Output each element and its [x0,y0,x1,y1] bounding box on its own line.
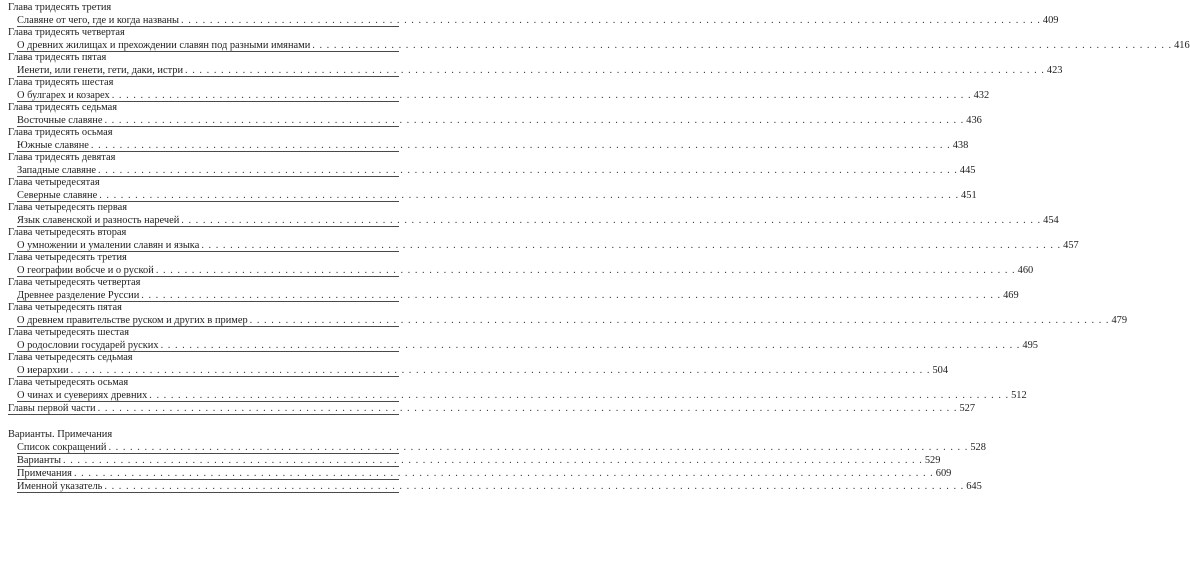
entry-title: Иенети, или генети, гети, даки, истри [17,65,184,76]
chapter-heading: Глава тридесять пятая [8,52,107,63]
toc-entry [17,239,1079,252]
toc-entry [17,289,1019,302]
dot-leader: . . . . . . . . . . . . . . . . . . . . . . . . . . . . . . . . . . . . . . . . . . . . . . . . . . . . . . . . . . . . . . . . . . . . . . . . . . . . . . . . . . . . . . . . . . . . . . . . . . . . . . . . . . . . . . . . . . . . . . . . [97,403,958,414]
chapter-heading: Глава четыредесять седьмая [8,352,133,363]
entry-title: О чинах и суевериях древних [17,390,148,401]
chapter-heading: Глава четыредесятая [8,177,100,188]
entry-rule [17,176,399,177]
page-number: 609 [935,468,952,479]
section-gap [0,415,410,428]
table-of-contents [0,2,1190,493]
dot-leader: . . . . . . . . . . . . . . . . . . . . . . . . . . . . . . . . . . . . . . . . . . . . . . . . . . . . . . . . . . . . . . . . . . . . . . . . . . . . . . . . . . . . . . . . . . . . . . . . . . . . . . . . . . . . . . . . . . . . . . . . [98,165,958,176]
dot-leader: . . . . . . . . . . . . . . . . . . . . . . . . . . . . . . . . . . . . . . . . . . . . . . . . . . . . . . . . . . . . . . . . . . . . . . . . . . . . . . . . . . . . . . . . . . . . . . . . . . . . . . . . . . . . . . . . . . . . . . . . [108,442,969,453]
toc-entry [17,39,1190,52]
toc-entry [17,214,1059,227]
chapter-heading: Глава четыредесять шестая [8,327,129,338]
dot-leader: . . . . . . . . . . . . . . . . . . . . . . . . . . . . . . . . . . . . . . . . . . . . . . . . . . . . . . . . . . . . . . . . . . . . . . . . . . . . . . . . . . . . . . . . . . . . . . . . . . . . . . . . . . . . . . . . . . . . . . . . [155,265,1016,276]
toc-entry [17,114,982,127]
page-number: 645 [966,481,982,492]
chapter-heading: Глава четыредесять осьмая [8,377,129,388]
entry-rule [17,376,399,377]
toc-entry [17,467,952,480]
toc-entry [17,64,1063,77]
page-number: 438 [952,140,969,151]
appendix-title: Варианты. Примечания [8,429,113,440]
chapter-heading: Глава тридесять третия [8,2,112,13]
dot-leader: . . . . . . . . . . . . . . . . . . . . . . . . . . . . . . . . . . . . . . . . . . . . . . . . . . . . . . . . . . . . . . . . . . . . . . . . . . . . . . . . . . . . . . . . . . . . . . . . . . . . . . . . . . . . . . . . . . . . . . . . [90,140,951,151]
dot-leader: . . . . . . . . . . . . . . . . . . . . . . . . . . . . . . . . . . . . . . . . . . . . . . . . . . . . . . . . . . . . . . . . . . . . . . . . . . . . . . . . . . . . . . . . . . . . . . . . . . . . . . . . . . . . . . . . . . . . . . . . [181,215,1042,226]
entry-rule [17,101,399,102]
toc-entry [17,339,1038,352]
dot-leader: . . . . . . . . . . . . . . . . . . . . . . . . . . . . . . . . . . . . . . . . . . . . . . . . . . . . . . . . . . . . . . . . . . . . . . . . . . . . . . . . . . . . . . . . . . . . . . . . . . . . . . . . . . . . . . . . . . . . . . . . [104,115,965,126]
entry-rule [17,492,399,493]
entry-rule [17,201,399,202]
entry-rule [17,26,399,27]
dot-leader: . . . . . . . . . . . . . . . . . . . . . . . . . . . . . . . . . . . . . . . . . . . . . . . . . . . . . . . . . . . . . . . . . . . . . . . . . . . . . . . . . . . . . . . . . . . . . . . . . . . . . . . . . . . . . . . . . . . . . . . . [63,455,923,466]
page-number: 469 [1003,290,1019,301]
toc-entry [17,189,977,202]
entry-rule [17,126,399,127]
chapter-list [0,2,1190,402]
page-number: 451 [961,190,977,201]
page-number: 454 [1043,215,1059,226]
page-number: 445 [959,165,976,176]
chapter-heading: Глава тридесять четвертая [8,27,125,38]
dot-leader: . . . . . . . . . . . . . . . . . . . . . . . . . . . . . . . . . . . . . . . . . . . . . . . . . . . . . . . . . . . . . . . . . . . . . . . . . . . . . . . . . . . . . . . . . . . . . . . . . . . . . . . . . . . . . . . . . . . . . . . . [160,340,1021,351]
page-number: 528 [970,442,986,453]
appendix-list [0,441,986,493]
entry-rule [17,76,399,77]
chapter-heading: Глава тридесять девятая [8,152,116,163]
entry-rule [17,51,399,52]
toc-entry [17,139,969,152]
chapter-heading: Глава тридесять седьмая [8,102,117,113]
entry-title: О иерархии [17,365,69,376]
dot-leader: . . . . . . . . . . . . . . . . . . . . . . . . . . . . . . . . . . . . . . . . . . . . . . . . . . . . . . . . . . . . . . . . . . . . . . . . . . . . . . . . . . . . . . . . . . . . . . . . . . . . . . . . . . . . . . . . . . . . . . . . [73,468,934,479]
page-number: 460 [1017,265,1034,276]
entry-title: Язык славенской и разность наречей [17,215,180,226]
page-number: 436 [966,115,982,126]
page-number: 416 [1174,40,1190,51]
entry-title: О умножении и умалении славян и языка [17,240,200,251]
entry-rule [17,251,399,252]
page-number: 479 [1111,315,1128,326]
entry-rule [17,301,399,302]
chapter-heading: Глава четыредесять четвертая [8,277,141,288]
entry-title: Южные славяне [17,140,89,151]
page-number: 432 [973,90,990,101]
dot-leader: . . . . . . . . . . . . . . . . . . . . . . . . . . . . . . . . . . . . . . . . . . . . . . . . . . . . . . . . . . . . . . . . . . . . . . . . . . . . . . . . . . . . . . . . . . . . . . . . . . . . . . . . . . . . . . . . . . . . . . . . [181,15,1041,26]
toc-entry [17,454,941,467]
entry-title: Примечания [17,468,72,479]
dot-leader: . . . . . . . . . . . . . . . . . . . . . . . . . . . . . . . . . . . . . . . . . . . . . . . . . . . . . . . . . . . . . . . . . . . . . . . . . . . . . . . . . . . . . . . . . . . . . . . . . . . . . . . . . . . . . . . . . . . . . . . . [312,40,1173,51]
entry-rule [8,414,399,415]
entry-title: Западные славяне [17,165,97,176]
dot-leader: . . . . . . . . . . . . . . . . . . . . . . . . . . . . . . . . . . . . . . . . . . . . . . . . . . . . . . . . . . . . . . . . . . . . . . . . . . . . . . . . . . . . . . . . . . . . . . . . . . . . . . . . . . . . . . . . . . . . . . . . [99,190,960,201]
chapter-heading: Глава тридесять шестая [8,77,114,88]
toc-entry-final [8,402,976,415]
toc-entry [17,14,1059,27]
entry-title: Древнее разделение Руссии [17,290,140,301]
toc-entry [17,314,1128,327]
dot-leader: . . . . . . . . . . . . . . . . . . . . . . . . . . . . . . . . . . . . . . . . . . . . . . . . . . . . . . . . . . . . . . . . . . . . . . . . . . . . . . . . . . . . . . . . . . . . . . . . . . . . . . . . . . . . . . . . . . . . . . . . [70,365,931,376]
entry-title: О булгарех и козарех [17,90,110,101]
page-number: 512 [1011,390,1027,401]
entry-title: Именной указатель [17,481,103,492]
toc-entry [17,389,1027,402]
entry-rule [17,326,399,327]
toc-entry [17,264,1034,277]
toc-entry [17,441,986,454]
chapter-heading: Глава четыредесять третия [8,252,127,263]
dot-leader: . . . . . . . . . . . . . . . . . . . . . . . . . . . . . . . . . . . . . . . . . . . . . . . . . . . . . . . . . . . . . . . . . . . . . . . . . . . . . . . . . . . . . . . . . . . . . . . . . . . . . . . . . . . . . . . . . . . . . . . . [104,481,965,492]
entry-title: О древних жилищах и прехождении славян под разными имянами [17,40,311,51]
chapter-heading: Глава четыредесять пятая [8,302,122,313]
entry-rule [17,151,399,152]
dot-leader: . . . . . . . . . . . . . . . . . . . . . . . . . . . . . . . . . . . . . . . . . . . . . . . . . . . . . . . . . . . . . . . . . . . . . . . . . . . . . . . . . . . . . . . . . . . . . . . . . . . . . . . . . . . . . . . . . . . . . . . . [141,290,1002,301]
entry-title: Восточные славяне [17,115,103,126]
toc-entry [17,480,982,493]
chapter-heading: Глава четыредесять вторая [8,227,127,238]
page-number: 529 [924,455,941,466]
entry-rule [17,226,399,227]
page-number: 409 [1042,15,1059,26]
entry-title: О родословии государей руских [17,340,159,351]
entry-title: Славяне от чего, где и когда названы [17,15,180,26]
dot-leader: . . . . . . . . . . . . . . . . . . . . . . . . . . . . . . . . . . . . . . . . . . . . . . . . . . . . . . . . . . . . . . . . . . . . . . . . . . . . . . . . . . . . . . . . . . . . . . . . . . . . . . . . . . . . . . . . . . . . . . . . [185,65,1045,76]
dot-leader: . . . . . . . . . . . . . . . . . . . . . . . . . . . . . . . . . . . . . . . . . . . . . . . . . . . . . . . . . . . . . . . . . . . . . . . . . . . . . . . . . . . . . . . . . . . . . . . . . . . . . . . . . . . . . . . . . . . . . . . . [111,90,972,101]
dot-leader: . . . . . . . . . . . . . . . . . . . . . . . . . . . . . . . . . . . . . . . . . . . . . . . . . . . . . . . . . . . . . . . . . . . . . . . . . . . . . . . . . . . . . . . . . . . . . . . . . . . . . . . . . . . . . . . . . . . . . . . . [249,315,1110,326]
dot-leader: . . . . . . . . . . . . . . . . . . . . . . . . . . . . . . . . . . . . . . . . . . . . . . . . . . . . . . . . . . . . . . . . . . . . . . . . . . . . . . . . . . . . . . . . . . . . . . . . . . . . . . . . . . . . . . . . . . . . . . . . [149,390,1010,401]
entry-title: Варианты [17,455,61,466]
page-number: 457 [1063,240,1079,251]
page-number: 504 [932,365,949,376]
entry-title: Главы первой части [8,403,96,414]
page-number: 527 [959,403,976,414]
dot-leader: . . . . . . . . . . . . . . . . . . . . . . . . . . . . . . . . . . . . . . . . . . . . . . . . . . . . . . . . . . . . . . . . . . . . . . . . . . . . . . . . . . . . . . . . . . . . . . . . . . . . . . . . . . . . . . . . . . . . . . . . [201,240,1062,251]
chapter-heading: Глава четыредесять первая [8,202,127,213]
toc-entry [17,364,949,377]
page-number: 495 [1022,340,1038,351]
chapter-heading: Глава тридесять осьмая [8,127,113,138]
toc-entry [17,89,990,102]
page-number: 423 [1046,65,1063,76]
entry-rule [17,351,399,352]
entry-rule [17,276,399,277]
entry-title: О географии вобсче и о руской [17,265,154,276]
entry-title: О древнем правительстве руском и других в пример [17,315,248,326]
toc-entry [17,164,976,177]
entry-title: Северные славяне [17,190,98,201]
entry-title: Список сокращений [17,442,107,453]
